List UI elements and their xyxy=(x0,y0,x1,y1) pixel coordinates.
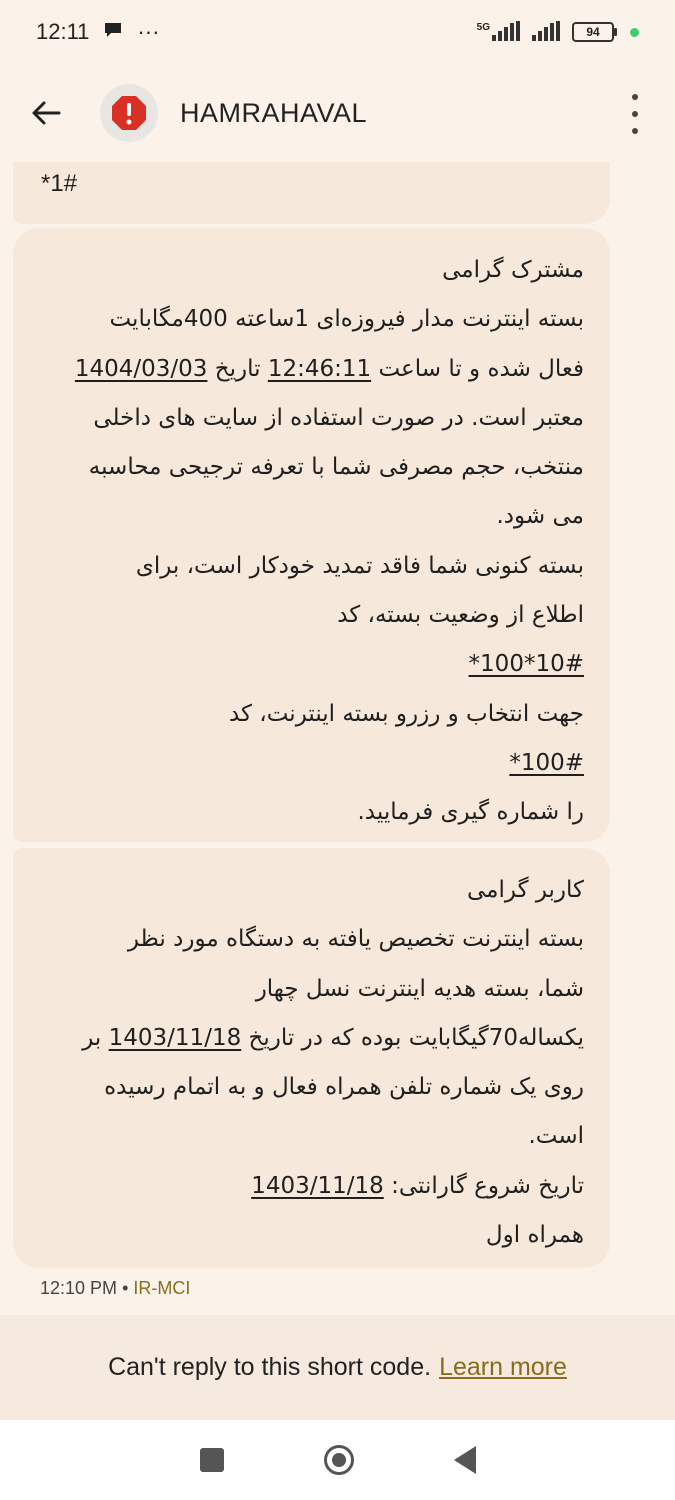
message-text: بر xyxy=(82,1024,102,1051)
message-line: جهت انتخاب و رزرو بسته اینترنت، کد xyxy=(228,700,584,727)
status-bar xyxy=(0,0,675,64)
message-text: تاریخ xyxy=(214,355,261,382)
message-line: بسته اینترنت مدار فیروزه‌ای 1ساعته 400مگابایت xyxy=(109,306,584,333)
message-body-2 xyxy=(24,866,584,1260)
message-line: همراه اول xyxy=(485,1222,584,1249)
message-meta xyxy=(40,1278,190,1299)
signal-icon-1 xyxy=(492,21,522,44)
conversation-title: HAMRAHAVAL xyxy=(180,97,368,128)
recents-button[interactable] xyxy=(200,1448,224,1472)
sender-avatar[interactable] xyxy=(100,84,158,142)
message-line: بسته اینترنت تخصیص یافته به دستگاه مورد نظر xyxy=(127,926,584,953)
date-link[interactable]: 1404/03/03 xyxy=(74,355,208,382)
more-vert-icon-dot xyxy=(632,111,638,117)
date-link[interactable]: 1403/11/18 xyxy=(108,1024,242,1051)
message-line: روی یک شماره تلفن همراه فعال و به اتمام رسیده xyxy=(104,1074,584,1101)
date-link[interactable]: 1403/11/18 xyxy=(251,1172,384,1199)
message-line: منتخب، حجم مصرفی شما با تعرفه ترجیحی محاسبه xyxy=(88,454,584,481)
app-bar xyxy=(0,64,675,162)
reply-notice-text: Can't reply to this short code. xyxy=(108,1353,432,1381)
status-time: 12:11 xyxy=(36,19,90,44)
message-line: کاربر گرامی xyxy=(467,877,584,903)
status-right xyxy=(477,21,639,44)
message-line xyxy=(24,739,584,788)
message-bubble-1[interactable] xyxy=(13,228,610,842)
message-line: مشترک گرامی xyxy=(442,257,584,283)
back-nav-button[interactable] xyxy=(454,1446,476,1474)
sim-sender-label: IR-MCI xyxy=(133,1278,191,1298)
message-line: بسته کنونی شما فاقد تمدید خودکار است، برای xyxy=(135,552,584,579)
signal-icon-2 xyxy=(532,21,562,44)
meta-separator: • xyxy=(122,1278,129,1298)
more-options-button[interactable] xyxy=(629,94,641,134)
message-line xyxy=(24,1014,584,1063)
message-bubble-partial[interactable] xyxy=(13,162,610,224)
status-left xyxy=(36,19,159,45)
home-icon xyxy=(332,1453,346,1467)
message-line: شما، بسته هدیه اینترنت نسل چهار xyxy=(255,975,584,1002)
chat-notification-icon xyxy=(103,19,123,45)
message-body-1 xyxy=(24,246,584,838)
message-text: فعال شده و تا ساعت xyxy=(378,355,584,382)
message-partial-text: *1# xyxy=(41,170,78,197)
time-link[interactable]: 12:46:11 xyxy=(267,355,372,382)
ussd-code-link[interactable]: *100*10# xyxy=(468,651,584,678)
message-line: است. xyxy=(528,1123,584,1150)
system-nav-bar xyxy=(0,1420,675,1500)
privacy-indicator-dot xyxy=(630,28,639,37)
more-notifications-dots: ··· xyxy=(137,19,160,44)
message-line: اطلاع از وضعیت بسته، کد xyxy=(337,602,584,629)
message-line: می شود. xyxy=(496,503,584,530)
arrow-back-icon xyxy=(31,100,61,126)
learn-more-link[interactable]: Learn more xyxy=(439,1353,567,1381)
message-line xyxy=(24,1162,584,1211)
message-timestamp: 12:10 PM xyxy=(40,1278,118,1298)
message-bubble-2[interactable] xyxy=(13,848,610,1268)
back-button[interactable] xyxy=(22,89,70,137)
battery-icon xyxy=(572,22,614,42)
message-line xyxy=(24,640,584,689)
more-vert-icon-dot xyxy=(632,128,638,134)
message-line xyxy=(24,345,584,394)
alert-octagon-icon xyxy=(111,95,147,131)
more-vert-icon-dot xyxy=(632,94,638,100)
battery-level: 94 xyxy=(586,25,600,39)
message-text: تاریخ شروع گارانتی: xyxy=(391,1172,584,1199)
reply-notice-bar xyxy=(0,1315,675,1420)
message-line: را شماره گیری فرمایید. xyxy=(357,799,584,826)
message-text: یکساله70گیگابایت بوده که در تاریخ xyxy=(248,1024,584,1051)
ussd-code-link[interactable]: *100# xyxy=(509,749,584,776)
home-button[interactable] xyxy=(324,1445,354,1475)
message-line: معتبر است. در صورت استفاده از سایت های داخلی xyxy=(93,404,584,431)
network-type-label: 5G xyxy=(476,21,490,33)
